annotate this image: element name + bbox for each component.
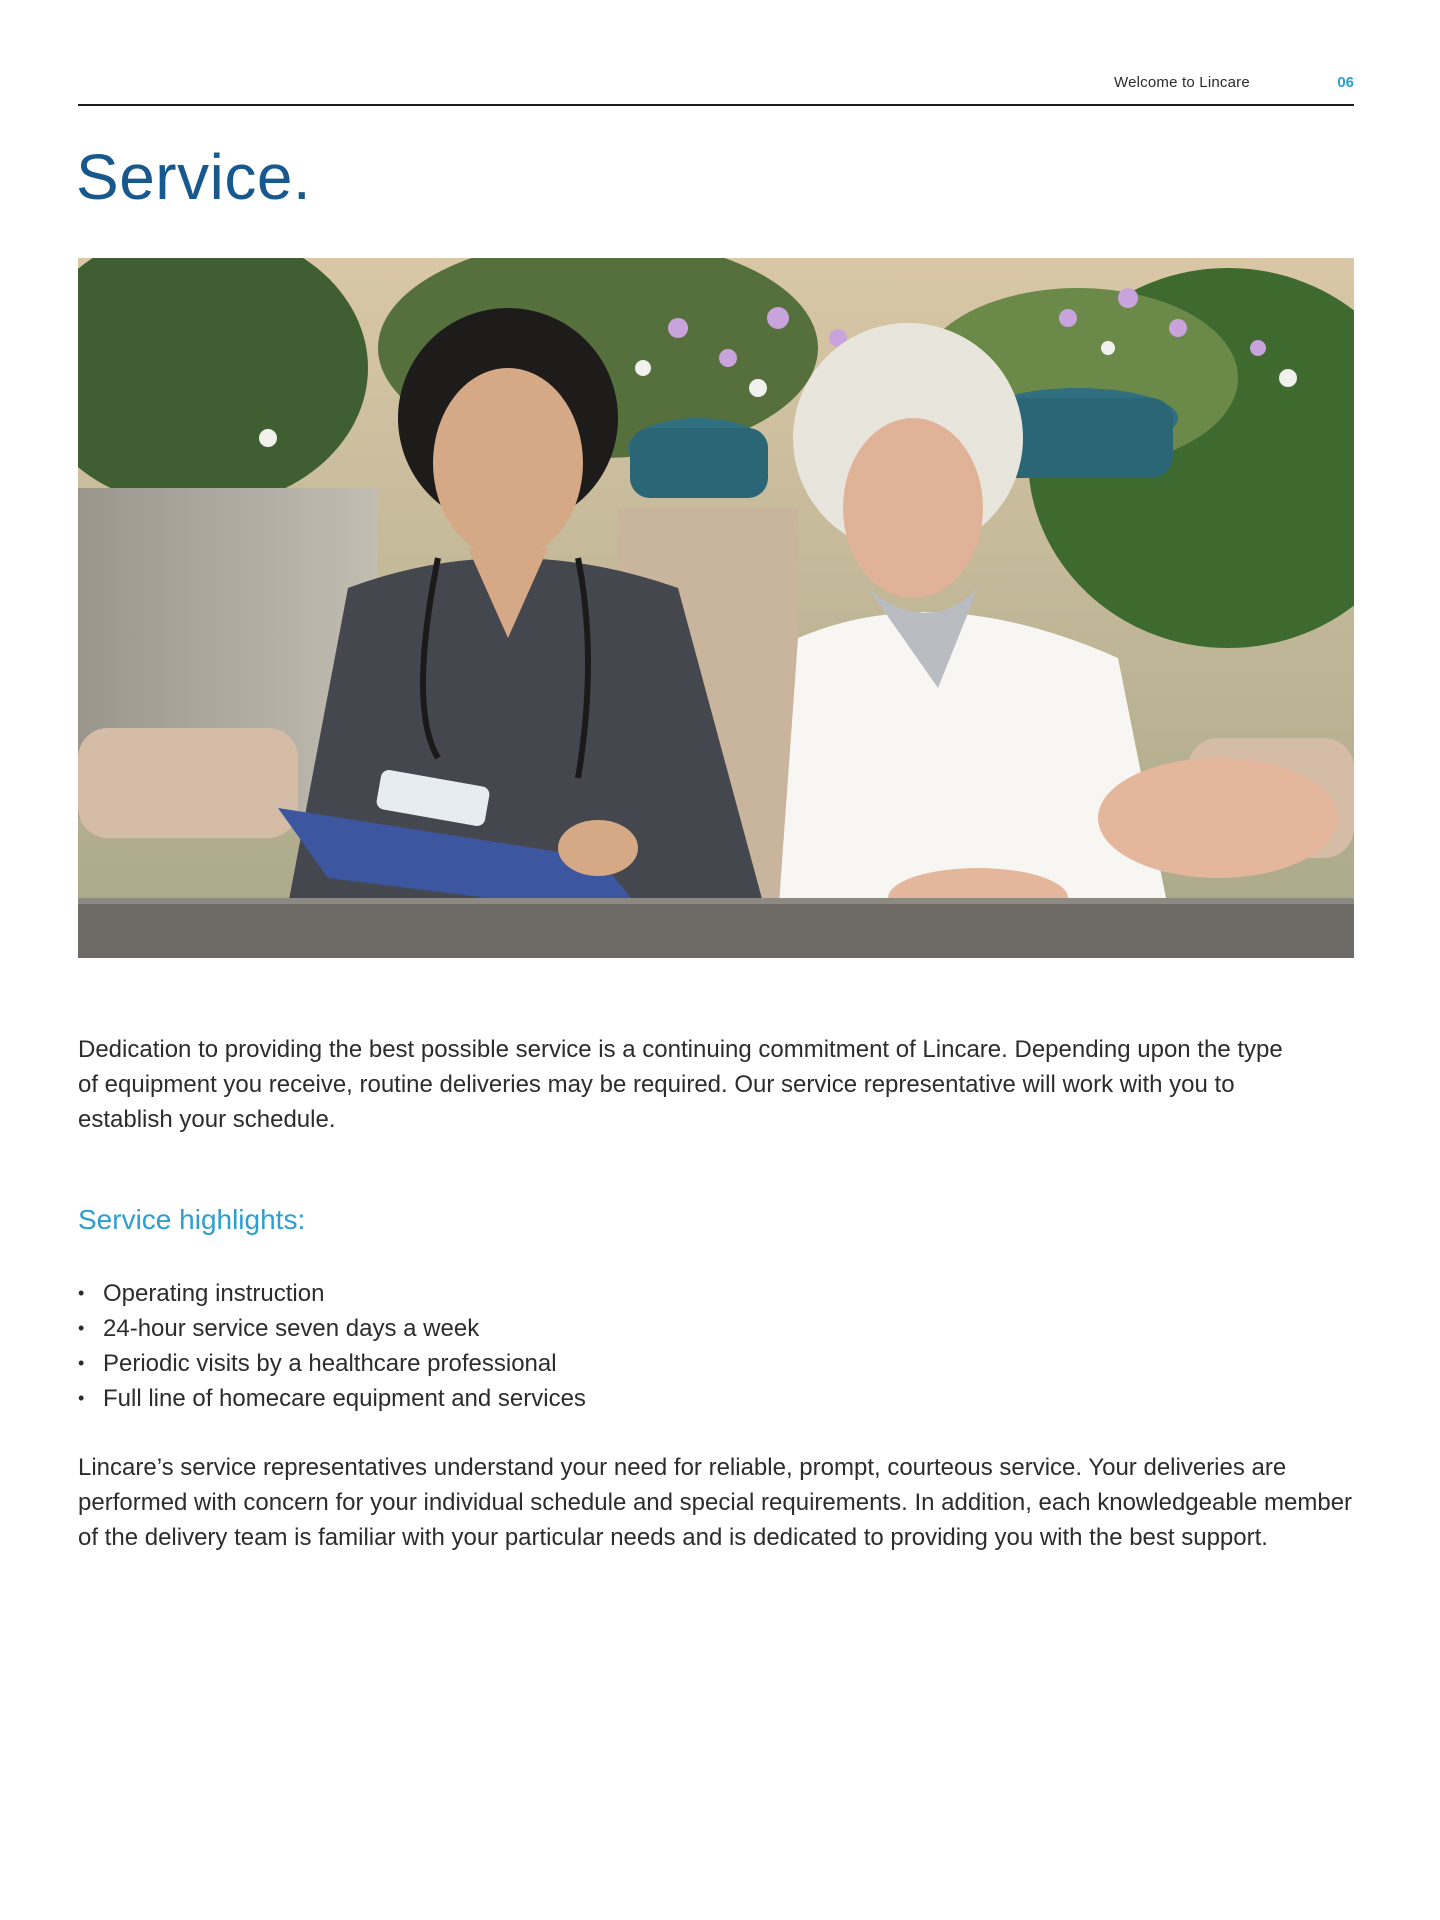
bullet-icon: • bbox=[78, 1318, 85, 1338]
list-item-text: Full line of homecare equipment and services bbox=[103, 1385, 586, 1412]
closing-paragraph: Lincare’s service representatives understand your need for reliable, prompt, courteous service. Your deliveries are performed with concern for your individual schedule and special requirements. In addition, each knowledgeable member of the delivery team is familiar with your particular needs and is dedicated to providing you with the best support. bbox=[78, 1454, 1353, 1551]
intro-paragraph: Dedication to providing the best possible service is a continuing commitment of Lincare. Depending upon the type of equipment you receive, routine deliveries may be required. Our service representative will work with you to establish your schedule. bbox=[78, 1036, 1283, 1133]
hero-photo bbox=[78, 258, 1354, 958]
bullet-icon: • bbox=[78, 1283, 85, 1303]
page-title: Service. bbox=[76, 141, 312, 213]
list-item-text: Periodic visits by a healthcare professional bbox=[103, 1350, 557, 1377]
list-item-text: 24-hour service seven days a week bbox=[103, 1315, 480, 1342]
running-header bbox=[78, 72, 1354, 106]
list-item bbox=[78, 1381, 586, 1416]
bullet-icon: • bbox=[78, 1353, 85, 1373]
list-item bbox=[78, 1311, 586, 1346]
highlights-list bbox=[78, 1276, 586, 1416]
header-section-name: Welcome to Lincare bbox=[1114, 74, 1250, 91]
list-item-text: Operating instruction bbox=[103, 1280, 325, 1307]
page-number: 06 bbox=[1337, 74, 1354, 91]
list-item bbox=[78, 1346, 586, 1381]
bullet-icon: • bbox=[78, 1388, 85, 1408]
list-item bbox=[78, 1276, 586, 1311]
highlights-heading: Service highlights: bbox=[78, 1204, 306, 1235]
